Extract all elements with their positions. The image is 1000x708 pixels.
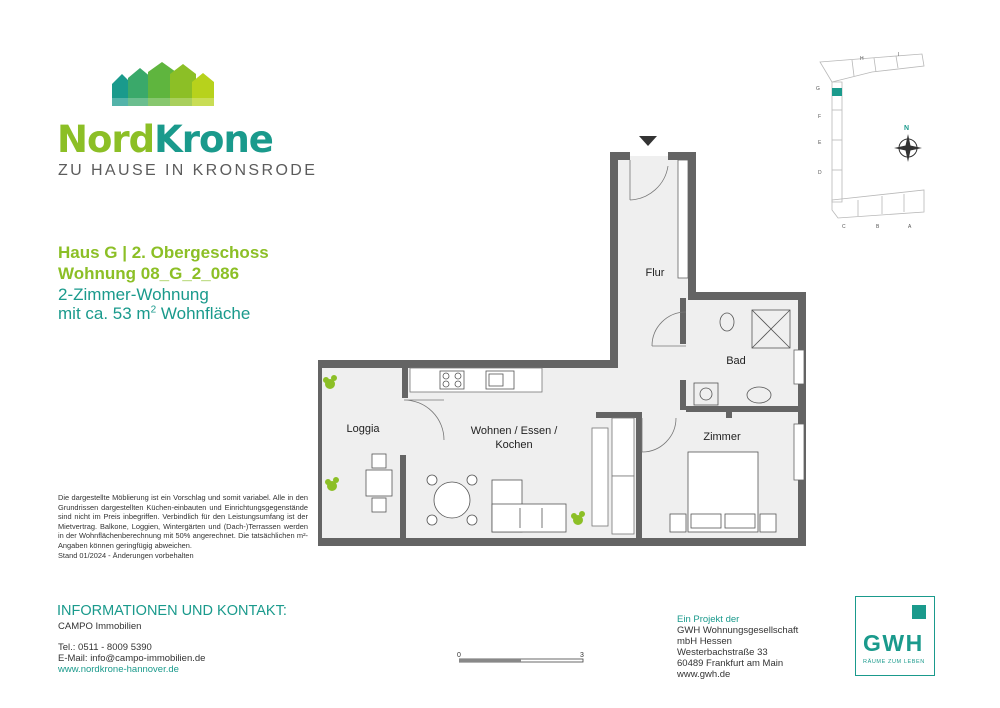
site-plan [812,50,932,230]
project-line4: 60489 Frankfurt am Main [677,658,784,669]
room-label-loggia: Loggia [346,423,380,435]
project-heading: Ein Projekt der [677,614,740,625]
room-label-zimmer: Zimmer [703,431,741,443]
brand-logo [57,118,273,161]
area-prefix: mit ca. 53 m [58,304,151,323]
gwh-name: GWH [863,630,924,656]
roof-logo-icon [112,62,214,106]
room-label-wohnen-2: Kochen [495,439,533,451]
site-label-h: H [860,56,864,62]
floor-plan [300,130,820,560]
room-label-bad: Bad [726,355,746,367]
brand-name-krone: Krone [154,118,273,161]
apartment-id: Wohnung 08_G_2_086 [58,264,240,283]
project-line3: Westerbachstraße 33 [677,647,768,658]
north-label: N [904,125,910,132]
site-label-d: D [818,170,822,176]
disclaimer [58,493,308,560]
brand-name-nord: Nord [57,118,155,161]
scale-start: 0 [457,652,461,659]
contact-phone: Tel.: 0511 - 8009 5390 [58,642,152,653]
site-label-c: C [842,224,846,230]
site-label-e: E [818,140,822,146]
contact-email[interactable]: E-Mail: info@campo-immobilien.de [58,653,206,664]
brand-tagline: ZU HAUSE IN KRONSRODE [58,162,318,179]
disclaimer-text: Die dargestellte Möblierung ist ein Vorschlag und somit variabel. Alle in den Grundrissen dargestellten Küchen-einbauten und Einrichtungsgegenstände sind nicht im Preis inbegriffen. Verbindlich für den Leistungsumfang ist der Mietvertrag. Balkone, Loggien, Wintergärten und (Dach-)Terrassen werden in der Wohnflächenberechnung mit 50% angerechnet. Die tatsächlichen m²-Angaben können geringfügig abweichen. [58,493,308,550]
gwh-slogan: RÄUME ZUM LEBEN [863,659,925,665]
apartment-area [58,304,250,324]
project-web[interactable]: www.gwh.de [677,669,731,680]
gwh-square-icon [912,605,926,619]
tv-cabinet [592,428,608,526]
apartment-type: 2-Zimmer-Wohnung [58,285,209,304]
highlighted-house [832,88,842,96]
building-floor: Haus G | 2. Obergeschoss [58,243,269,262]
site-label-g: G [816,86,820,92]
room-label-flur: Flur [645,267,665,279]
area-sup: 2 [150,304,157,316]
site-label-a: A [908,224,912,230]
entrance-arrow-icon [639,136,657,146]
contact-web[interactable]: www.nordkrone-hannover.de [58,664,179,675]
site-label-i: I [898,52,900,58]
scale-bar [459,658,585,664]
room-label-wohnen-1: Wohnen / Essen / [470,425,558,437]
disclaimer-stand: Stand 01/2024 - Änderungen vorbehalten [58,550,194,560]
project-line1: GWH Wohnungsgesellschaft [677,625,799,636]
area-suffix: Wohnfläche [156,304,251,323]
site-label-b: B [876,224,880,230]
gwh-logo [855,596,935,676]
site-label-f: F [818,114,822,120]
project-line2: mbH Hessen [677,636,732,647]
wardrobe [612,418,634,534]
contact-heading: INFORMATIONEN UND KONTAKT: [57,603,287,619]
dining-table-icon [427,475,477,525]
kitchen-counter [410,368,542,392]
scale-end: 3 [580,652,584,659]
contact-company: CAMPO Immobilien [58,621,142,632]
compass-icon [894,125,922,162]
